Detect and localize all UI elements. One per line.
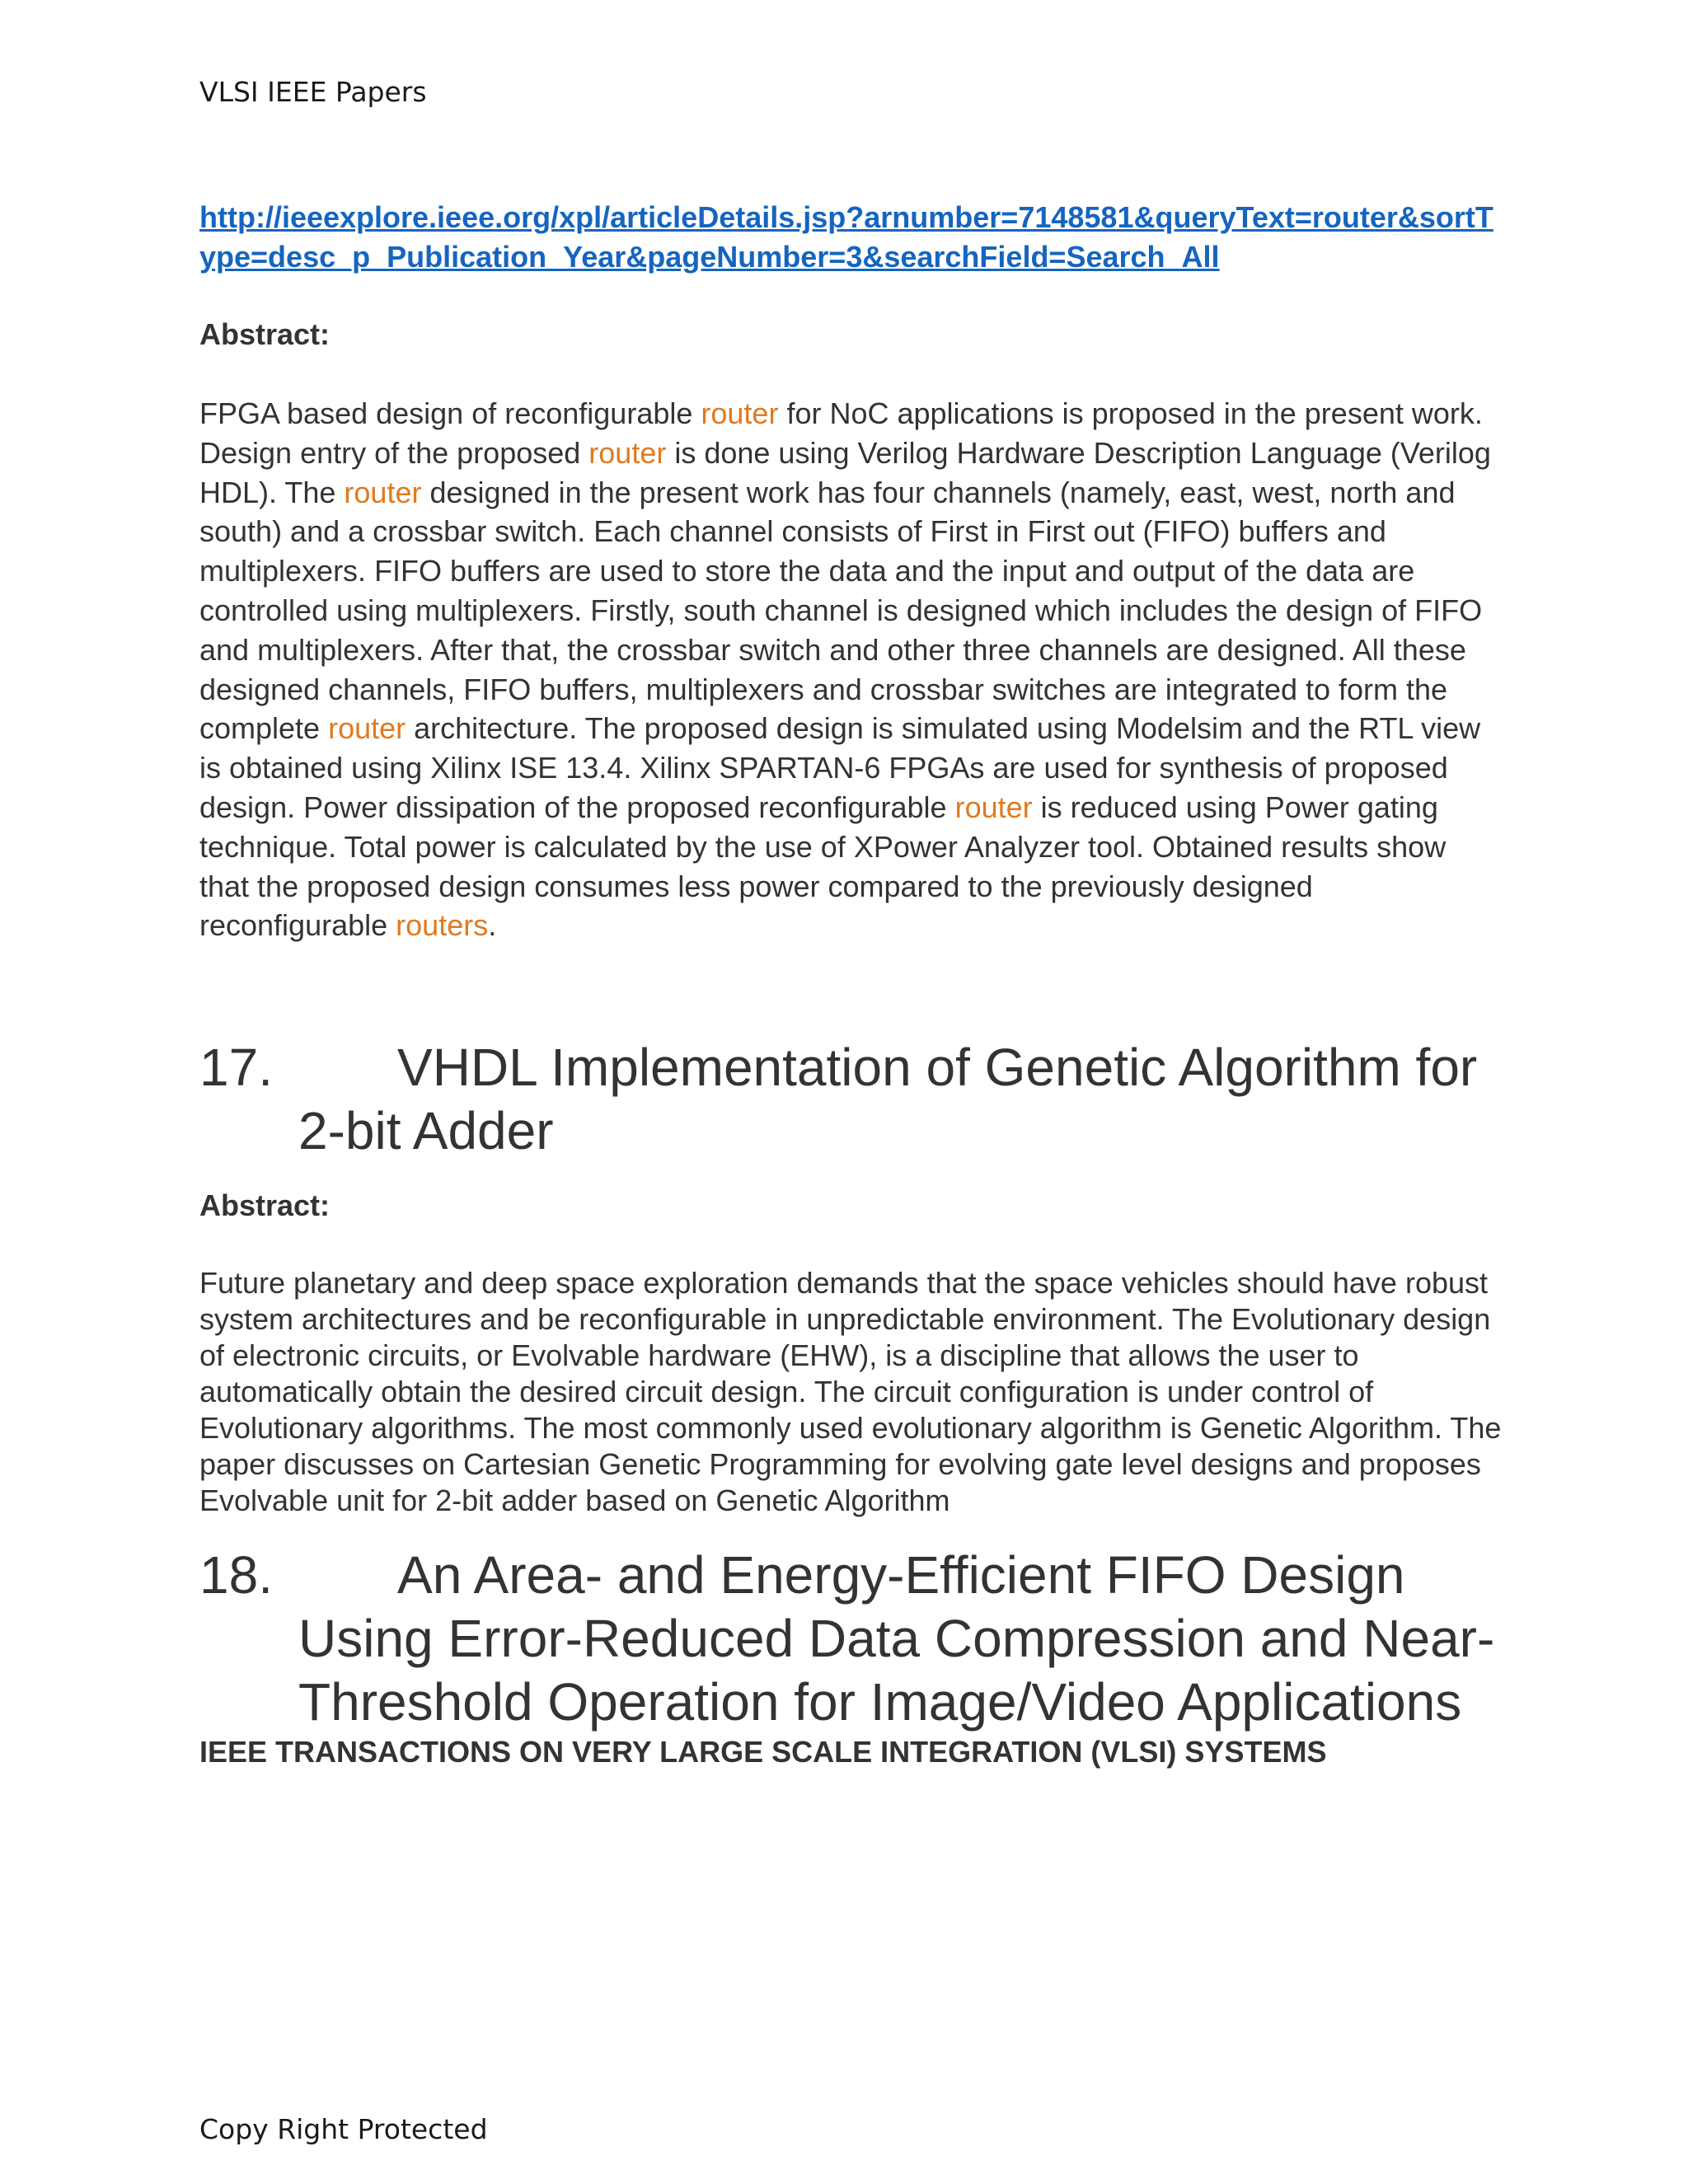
abstract-text-segment: is done using Verilog Hardware Description Language (Verilog HDL). The [199,435,1491,509]
page-content [199,198,1502,1770]
abstract-text-segment: is reduced using Power gating technique. Total power is calculated by the use of XPower Analyzer tool. Obtained results show that the proposed design consumes less power compared to the previously designed reconfigurable [199,790,1447,943]
spacer [199,277,1502,316]
highlighted-keyword: router [701,396,779,430]
spacer [199,353,1502,394]
abstract-text-segment: FPGA based design of reconfigurable [199,396,701,430]
paper-18-heading [199,1544,1502,1734]
highlighted-keyword: router [328,711,406,746]
paper-17-abstract-label: Abstract: [199,1188,331,1223]
paper-17-heading [199,1036,1502,1163]
paper-16-abstract-label: Abstract: [199,317,331,351]
highlighted-keyword: routers [396,908,489,943]
paper-16-abstract-text [199,394,1502,945]
highlighted-keyword: router [954,790,1033,824]
paper-18-title: An Area- and Energy-Efficient FIFO Design Using Error-Reduced Data Compression and Near-Threshold Operation for Image/Video Applications [298,1545,1495,1732]
paper-17-title: VHDL Implementation of Genetic Algorithm for 2-bit Adder [298,1038,1478,1161]
abstract-text-segment: architecture. The proposed design is simulated using Modelsim and the RTL view is obtained using Xilinx ISE 13.4. Xilinx SPARTAN-6 FPGAs are used for synthesis of proposed design. Power dissipation of the proposed reconfigurable [199,711,1481,824]
paper-17-abstract-text: Future planetary and deep space exploration demands that the space vehicles should have robust system architectures and be reconfigurable in unpredictable environment. The Evolutionary design of electronic circuits, or Evolvable hardware (EHW), is a discipline that allows the user to automatically obtain the desired circuit design. The circuit configuration is under control of Evolutionary algorithms. The most commonly used evolutionary algorithm is Genetic Algorithm. The paper discusses on Cartesian Genetic Programming for evolving gate level designs and proposes Evolvable unit for 2-bit adder based on Genetic Algorithm [199,1266,1502,1518]
spacer [199,1163,1502,1188]
highlighted-keyword: router [344,475,422,509]
spacer [199,1519,1502,1544]
paper-18-number: 18. [199,1545,273,1605]
highlighted-keyword: router [588,435,667,470]
running-header: VLSI IEEE Papers [199,76,427,108]
paper-17-number: 17. [199,1038,273,1098]
abstract-text-segment: designed in the present work has four channels (namely, east, west, north and south) and a crossbar switch. Each channel consists of First in First out (FIFO) buffers and multiplexers. FIFO buffers are used to store the data and the input and output of the data are controlled using multiplexers. Firstly, south channel is designed which includes the design of FIFO and multiplexers. After that, the crossbar switch and other three channels are designed. All these designed channels, FIFO buffers, multiplexers and crossbar switches are integrated to form the complete [199,475,1483,746]
running-footer: Copy Right Protected [199,2113,488,2145]
abstract-text-segment: for NoC applications is proposed in the present work. Design entry of the proposed [199,396,1483,470]
spacer [199,1224,1502,1265]
spacer [199,945,1502,1036]
paper-18-journal-name: IEEE TRANSACTIONS ON VERY LARGE SCALE INTEGRATION (VLSI) SYSTEMS [199,1735,1327,1769]
abstract-text-segment: . [488,908,497,943]
paper-16-url-link[interactable]: http://ieeexplore.ieee.org/xpl/articleDetails.jsp?arnumber=7148581&queryText=router&sortType=desc_p_Publication_Year&pageNumber=3&searchField=Search_All [199,200,1493,274]
